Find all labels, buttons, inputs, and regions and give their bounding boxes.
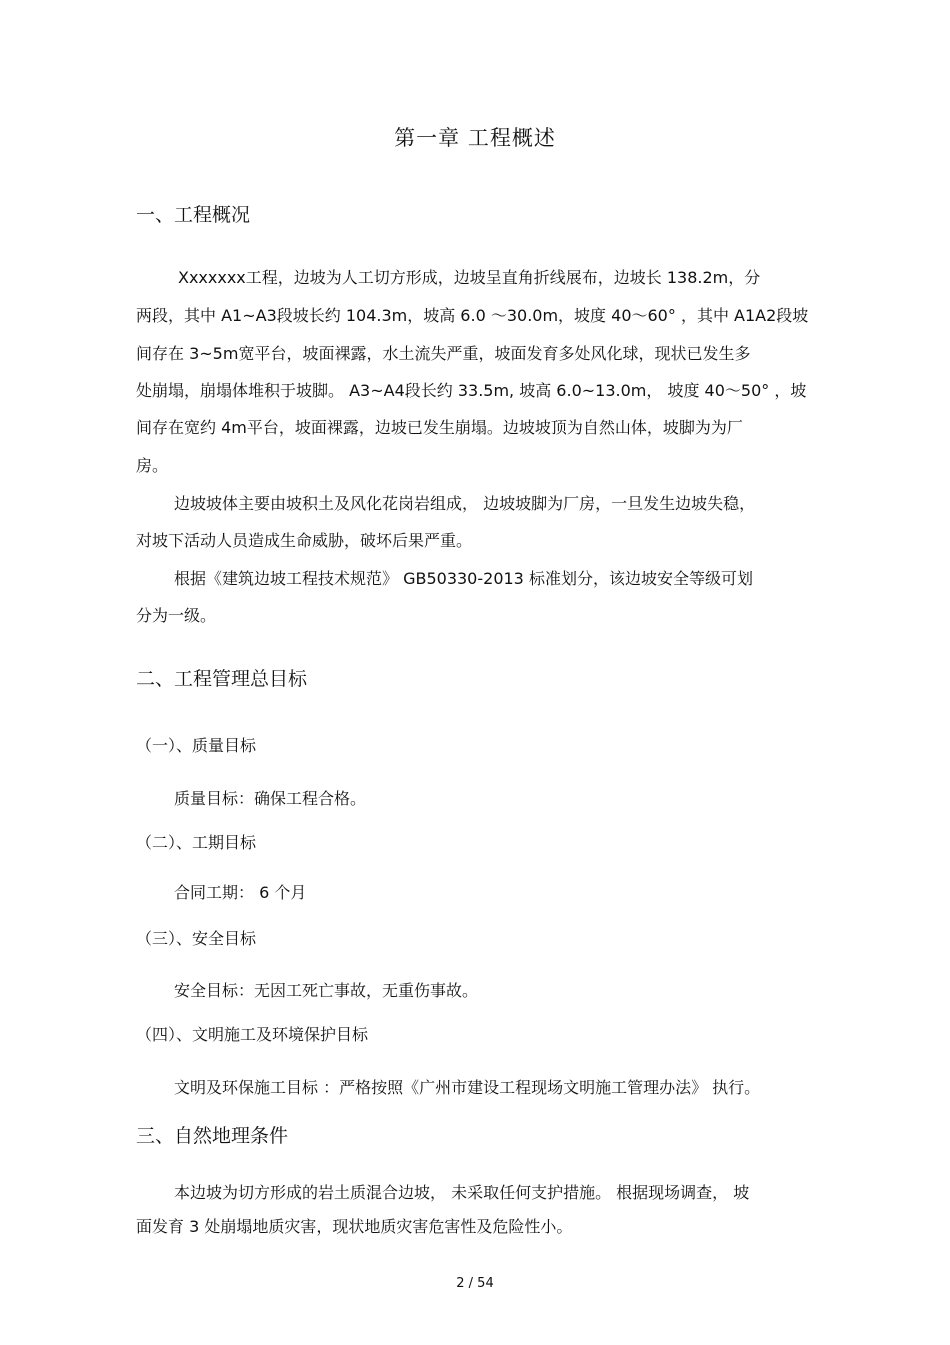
subsection-heading-civilized: （四）、文明施工及环境保护目标	[136, 1025, 369, 1044]
paragraph-line: 对坡下活动人员造成生命威胁，破坏后果严重。	[136, 531, 473, 550]
section-heading-goals: 二、工程管理总目标	[136, 668, 308, 690]
paragraph-line: 房。	[136, 456, 169, 475]
paragraph-line: 处崩塌，崩塌体堆积于坡脚。 A3~A4段长约 33.5m, 坡高 6.0~13.0m， 坡度 40～50° ，坡	[136, 381, 807, 400]
paragraph-line: 本边坡为切方形成的岩土质混合边坡， 未采取任何支护措施。 根据现场调查， 坡	[174, 1183, 750, 1202]
subsection-heading-quality: （一）、质量目标	[136, 736, 257, 755]
paragraph-line: 面发育 3 处崩塌地质灾害，现状地质灾害危害性及危险性小。	[136, 1217, 573, 1236]
paragraph-line: 分为一级。	[136, 606, 217, 625]
schedule-goal-text: 合同工期： 6 个月	[174, 883, 307, 902]
page-number: 2 / 54	[456, 1276, 494, 1291]
paragraph-line: 根据《建筑边坡工程技术规范》 GB50330-2013 标准划分，该边坡安全等级可划	[174, 569, 753, 588]
chapter-title: 第一章 工程概述	[394, 126, 556, 150]
paragraph-line: 两段，其中 A1~A3段坡长约 104.3m，坡高 6.0 ～30.0m，坡度 40～60° ，其中 A1A2段坡	[136, 306, 809, 325]
paragraph-line: Xxxxxxx工程，边坡为人工切方形成，边坡呈直角折线展布，边坡长 138.2m，分	[178, 268, 761, 287]
paragraph-line: 间存在 3~5m宽平台，坡面裸露，水土流失严重，坡面发育多处风化球，现状已发生多	[136, 344, 751, 363]
quality-goal-text: 质量目标：确保工程合格。	[174, 789, 367, 808]
subsection-heading-safety: （三）、安全目标	[136, 929, 257, 948]
section-heading-overview: 一、工程概况	[136, 204, 251, 226]
civilized-goal-text: 文明及环保施工目标 ：严格按照《广州市建设工程现场文明施工管理办法》 执行。	[174, 1078, 761, 1097]
subsection-heading-schedule: （二）、工期目标	[136, 833, 257, 852]
paragraph-line: 边坡坡体主要由坡积土及风化花岗岩组成， 边坡坡脚为厂房，一旦发生边坡失稳，	[174, 494, 756, 513]
section-heading-geography: 三、自然地理条件	[136, 1125, 289, 1147]
safety-goal-text: 安全目标：无因工死亡事故，无重伤事故。	[174, 981, 479, 1000]
paragraph-line: 间存在宽约 4m平台，坡面裸露，边坡已发生崩塌。边坡坡顶为自然山体，坡脚为为厂	[136, 418, 743, 437]
